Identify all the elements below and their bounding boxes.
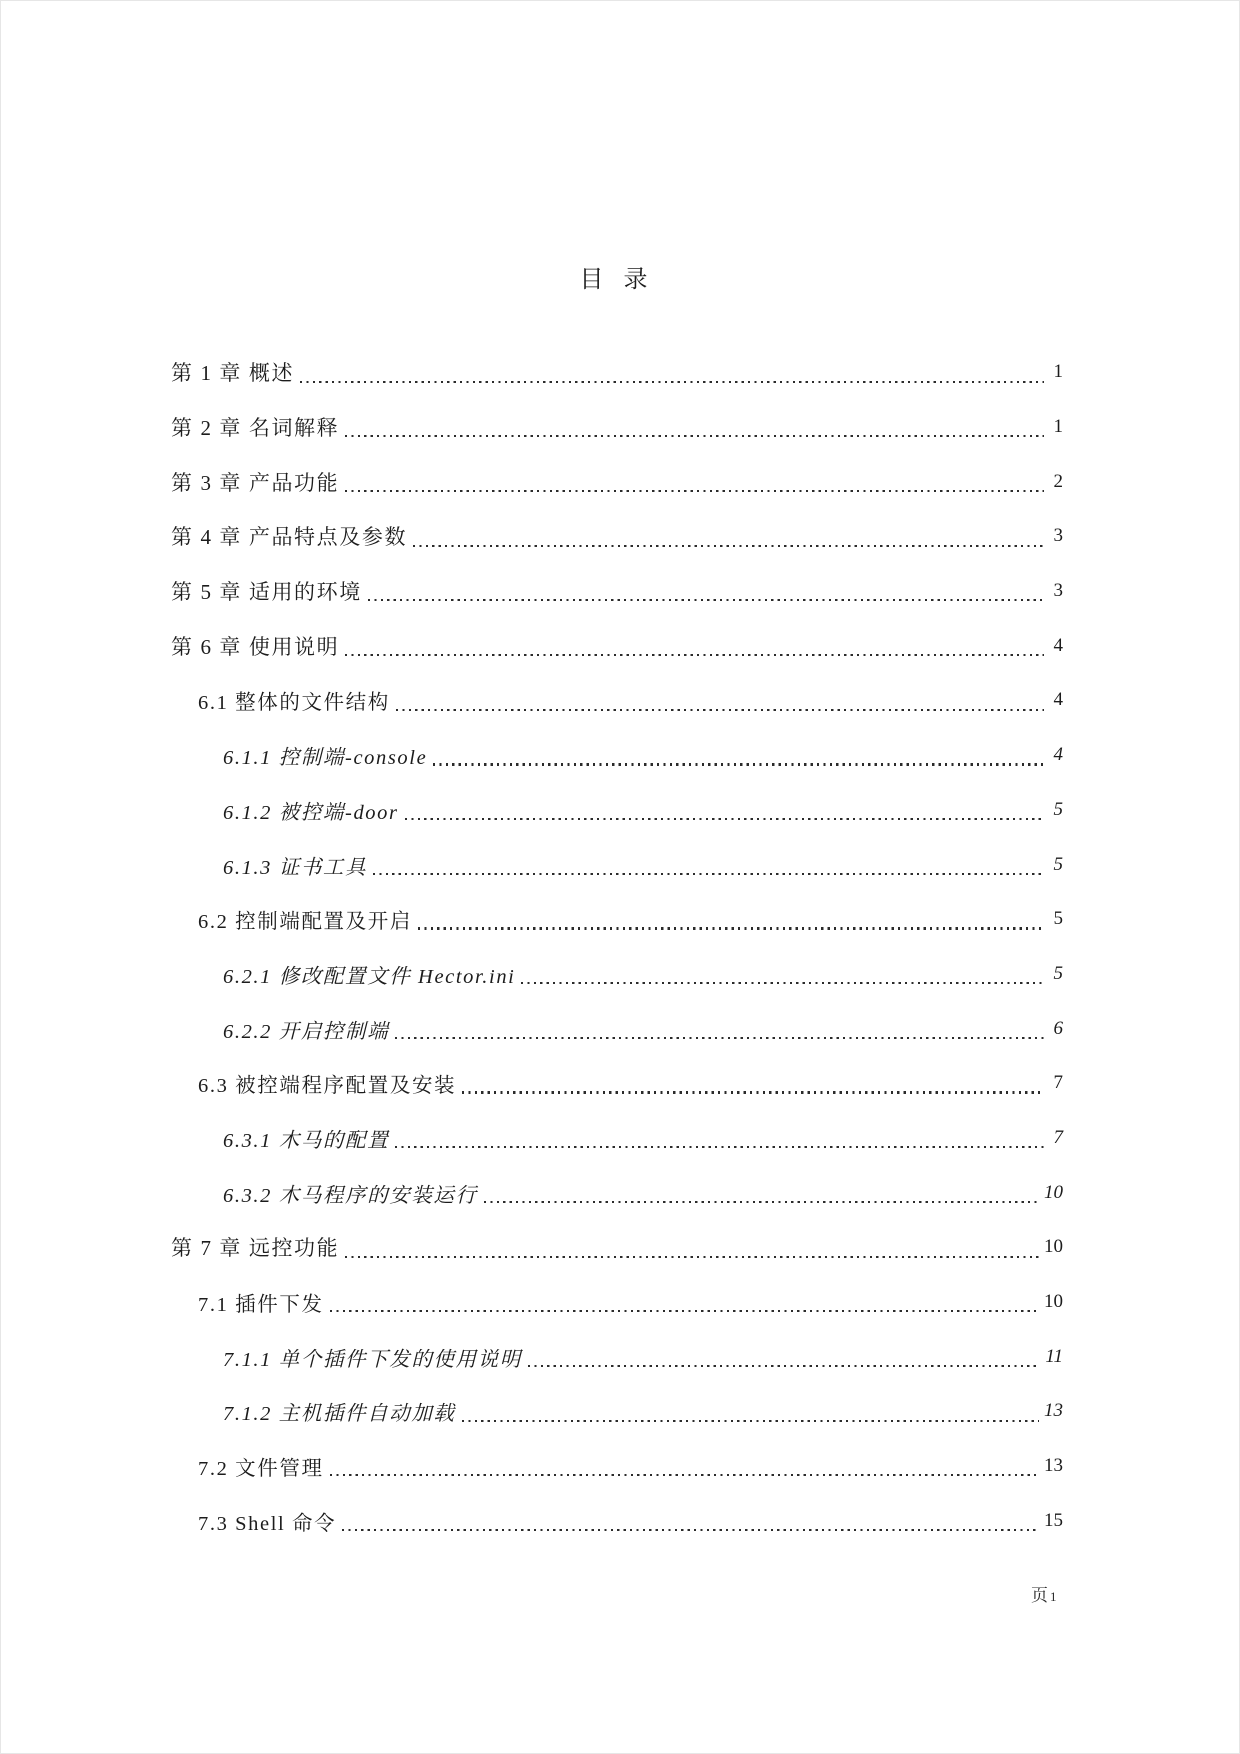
toc-entry-text: 6.2.1 修改配置文件 Hector.ini xyxy=(223,965,516,988)
toc-entry[interactable] xyxy=(171,1439,1063,1494)
toc-entry-page-number: 11 xyxy=(1045,1345,1063,1367)
toc-entry-page-number: 2 xyxy=(1053,470,1063,492)
dot-leader xyxy=(521,982,1044,984)
toc-entry-text: 6.3.2 木马程序的安装运行 xyxy=(223,1184,478,1207)
toc-entry[interactable] xyxy=(171,618,1063,673)
toc-entry[interactable] xyxy=(171,509,1063,564)
dot-leader xyxy=(345,490,1044,492)
toc-entry[interactable] xyxy=(171,345,1063,400)
toc-entry-page-number: 3 xyxy=(1053,525,1063,547)
toc-entry-page-number: 3 xyxy=(1053,580,1063,602)
toc-entry-page-number: 5 xyxy=(1053,853,1063,875)
toc-entry-text: 第 2 章 名词解释 xyxy=(171,416,340,441)
toc-entry-text: 7.2 文件管理 xyxy=(198,1458,324,1481)
toc-entry-page-number: 10 xyxy=(1044,1236,1063,1258)
toc-entry-text: 第 3 章 产品功能 xyxy=(171,470,340,495)
toc-entry-text: 7.1 插件下发 xyxy=(198,1294,324,1317)
toc-entry-text: 6.2.2 开启控制端 xyxy=(223,1020,390,1043)
toc-entry-text: 7.1.2 主机插件自动加载 xyxy=(223,1403,456,1426)
toc-entry-text: 第 5 章 适用的环境 xyxy=(171,580,362,605)
toc-entry[interactable] xyxy=(171,1493,1063,1548)
toc-entry-text: 7.3 Shell 命令 xyxy=(198,1512,337,1535)
toc-entry[interactable] xyxy=(171,1165,1063,1220)
dot-leader xyxy=(433,763,1044,765)
toc-entry[interactable] xyxy=(171,892,1063,947)
toc-entry[interactable] xyxy=(171,947,1063,1002)
toc-entry-page-number: 4 xyxy=(1053,634,1063,656)
toc-entry-page-number: 5 xyxy=(1053,798,1063,820)
toc-entry-text: 6.1.2 被控端-door xyxy=(223,801,399,824)
toc-entry-page-number: 13 xyxy=(1044,1455,1063,1477)
toc-entry[interactable] xyxy=(171,728,1063,783)
toc-entry-text: 6.2 控制端配置及开启 xyxy=(198,911,412,934)
footer-page-label: 页 xyxy=(1031,1586,1050,1605)
toc-entry-page-number: 1 xyxy=(1053,416,1063,438)
toc-entry-page-number: 5 xyxy=(1053,908,1063,930)
dot-leader xyxy=(395,1037,1044,1039)
page-footer xyxy=(1031,1581,1057,1606)
dot-leader xyxy=(300,381,1044,383)
toc-entry-text: 6.1 整体的文件结构 xyxy=(198,692,390,715)
toc-entry[interactable] xyxy=(171,1220,1063,1275)
toc-entry-text: 第 7 章 远控功能 xyxy=(171,1236,340,1261)
toc-entry-page-number: 5 xyxy=(1053,962,1063,984)
dot-leader xyxy=(418,927,1044,929)
toc-entry-page-number: 15 xyxy=(1044,1509,1063,1531)
toc-entry-page-number: 10 xyxy=(1044,1291,1063,1313)
toc-entry[interactable] xyxy=(171,1384,1063,1439)
dot-leader xyxy=(484,1201,1039,1203)
page-title: 目 录 xyxy=(579,267,655,293)
dot-leader xyxy=(396,709,1044,711)
toc-entry-text: 6.3.1 木马的配置 xyxy=(223,1129,390,1152)
toc-entry[interactable] xyxy=(171,454,1063,509)
toc-entry-page-number: 4 xyxy=(1053,744,1063,766)
toc-list xyxy=(171,345,1063,1548)
toc-entry-page-number: 13 xyxy=(1044,1400,1063,1422)
toc-entry-text: 第 6 章 使用说明 xyxy=(171,634,340,659)
dot-leader xyxy=(528,1365,1041,1367)
dot-leader xyxy=(330,1310,1039,1312)
toc-entry-text: 7.1.1 单个插件下发的使用说明 xyxy=(223,1348,522,1371)
toc-entry-text: 6.1.1 控制端-console xyxy=(223,747,428,770)
toc-entry[interactable] xyxy=(171,1275,1063,1330)
toc-entry-text: 6.3 被控端程序配置及安装 xyxy=(198,1075,457,1098)
dot-leader xyxy=(405,818,1044,820)
toc-entry[interactable] xyxy=(171,400,1063,455)
dot-leader xyxy=(462,1091,1044,1093)
toc-entry-page-number: 7 xyxy=(1053,1072,1063,1094)
dot-leader xyxy=(342,1529,1039,1531)
toc-entry[interactable] xyxy=(171,673,1063,728)
toc-entry[interactable] xyxy=(171,783,1063,838)
footer-page-number: 1 xyxy=(1050,1589,1057,1604)
toc-entry-page-number: 7 xyxy=(1053,1126,1063,1148)
toc-entry-page-number: 1 xyxy=(1053,361,1063,383)
toc-entry-text: 第 4 章 产品特点及参数 xyxy=(171,525,408,550)
toc-entry[interactable] xyxy=(171,837,1063,892)
toc-entry-text: 第 1 章 概述 xyxy=(171,361,295,386)
toc-entry-page-number: 10 xyxy=(1044,1181,1063,1203)
dot-leader xyxy=(345,435,1044,437)
toc-entry[interactable] xyxy=(171,564,1063,619)
dot-leader xyxy=(413,545,1044,547)
dot-leader xyxy=(368,599,1044,601)
toc-entry[interactable] xyxy=(171,1001,1063,1056)
dot-leader xyxy=(330,1474,1039,1476)
dot-leader xyxy=(373,873,1044,875)
dot-leader xyxy=(345,1256,1039,1258)
dot-leader xyxy=(345,654,1044,656)
toc-entry-text: 6.1.3 证书工具 xyxy=(223,856,368,879)
dot-leader xyxy=(395,1146,1044,1148)
toc-entry[interactable] xyxy=(171,1329,1063,1384)
dot-leader xyxy=(462,1420,1039,1422)
toc-entry-page-number: 4 xyxy=(1053,689,1063,711)
toc-entry[interactable] xyxy=(171,1056,1063,1111)
toc-entry[interactable] xyxy=(171,1111,1063,1166)
toc-entry-page-number: 6 xyxy=(1053,1017,1063,1039)
